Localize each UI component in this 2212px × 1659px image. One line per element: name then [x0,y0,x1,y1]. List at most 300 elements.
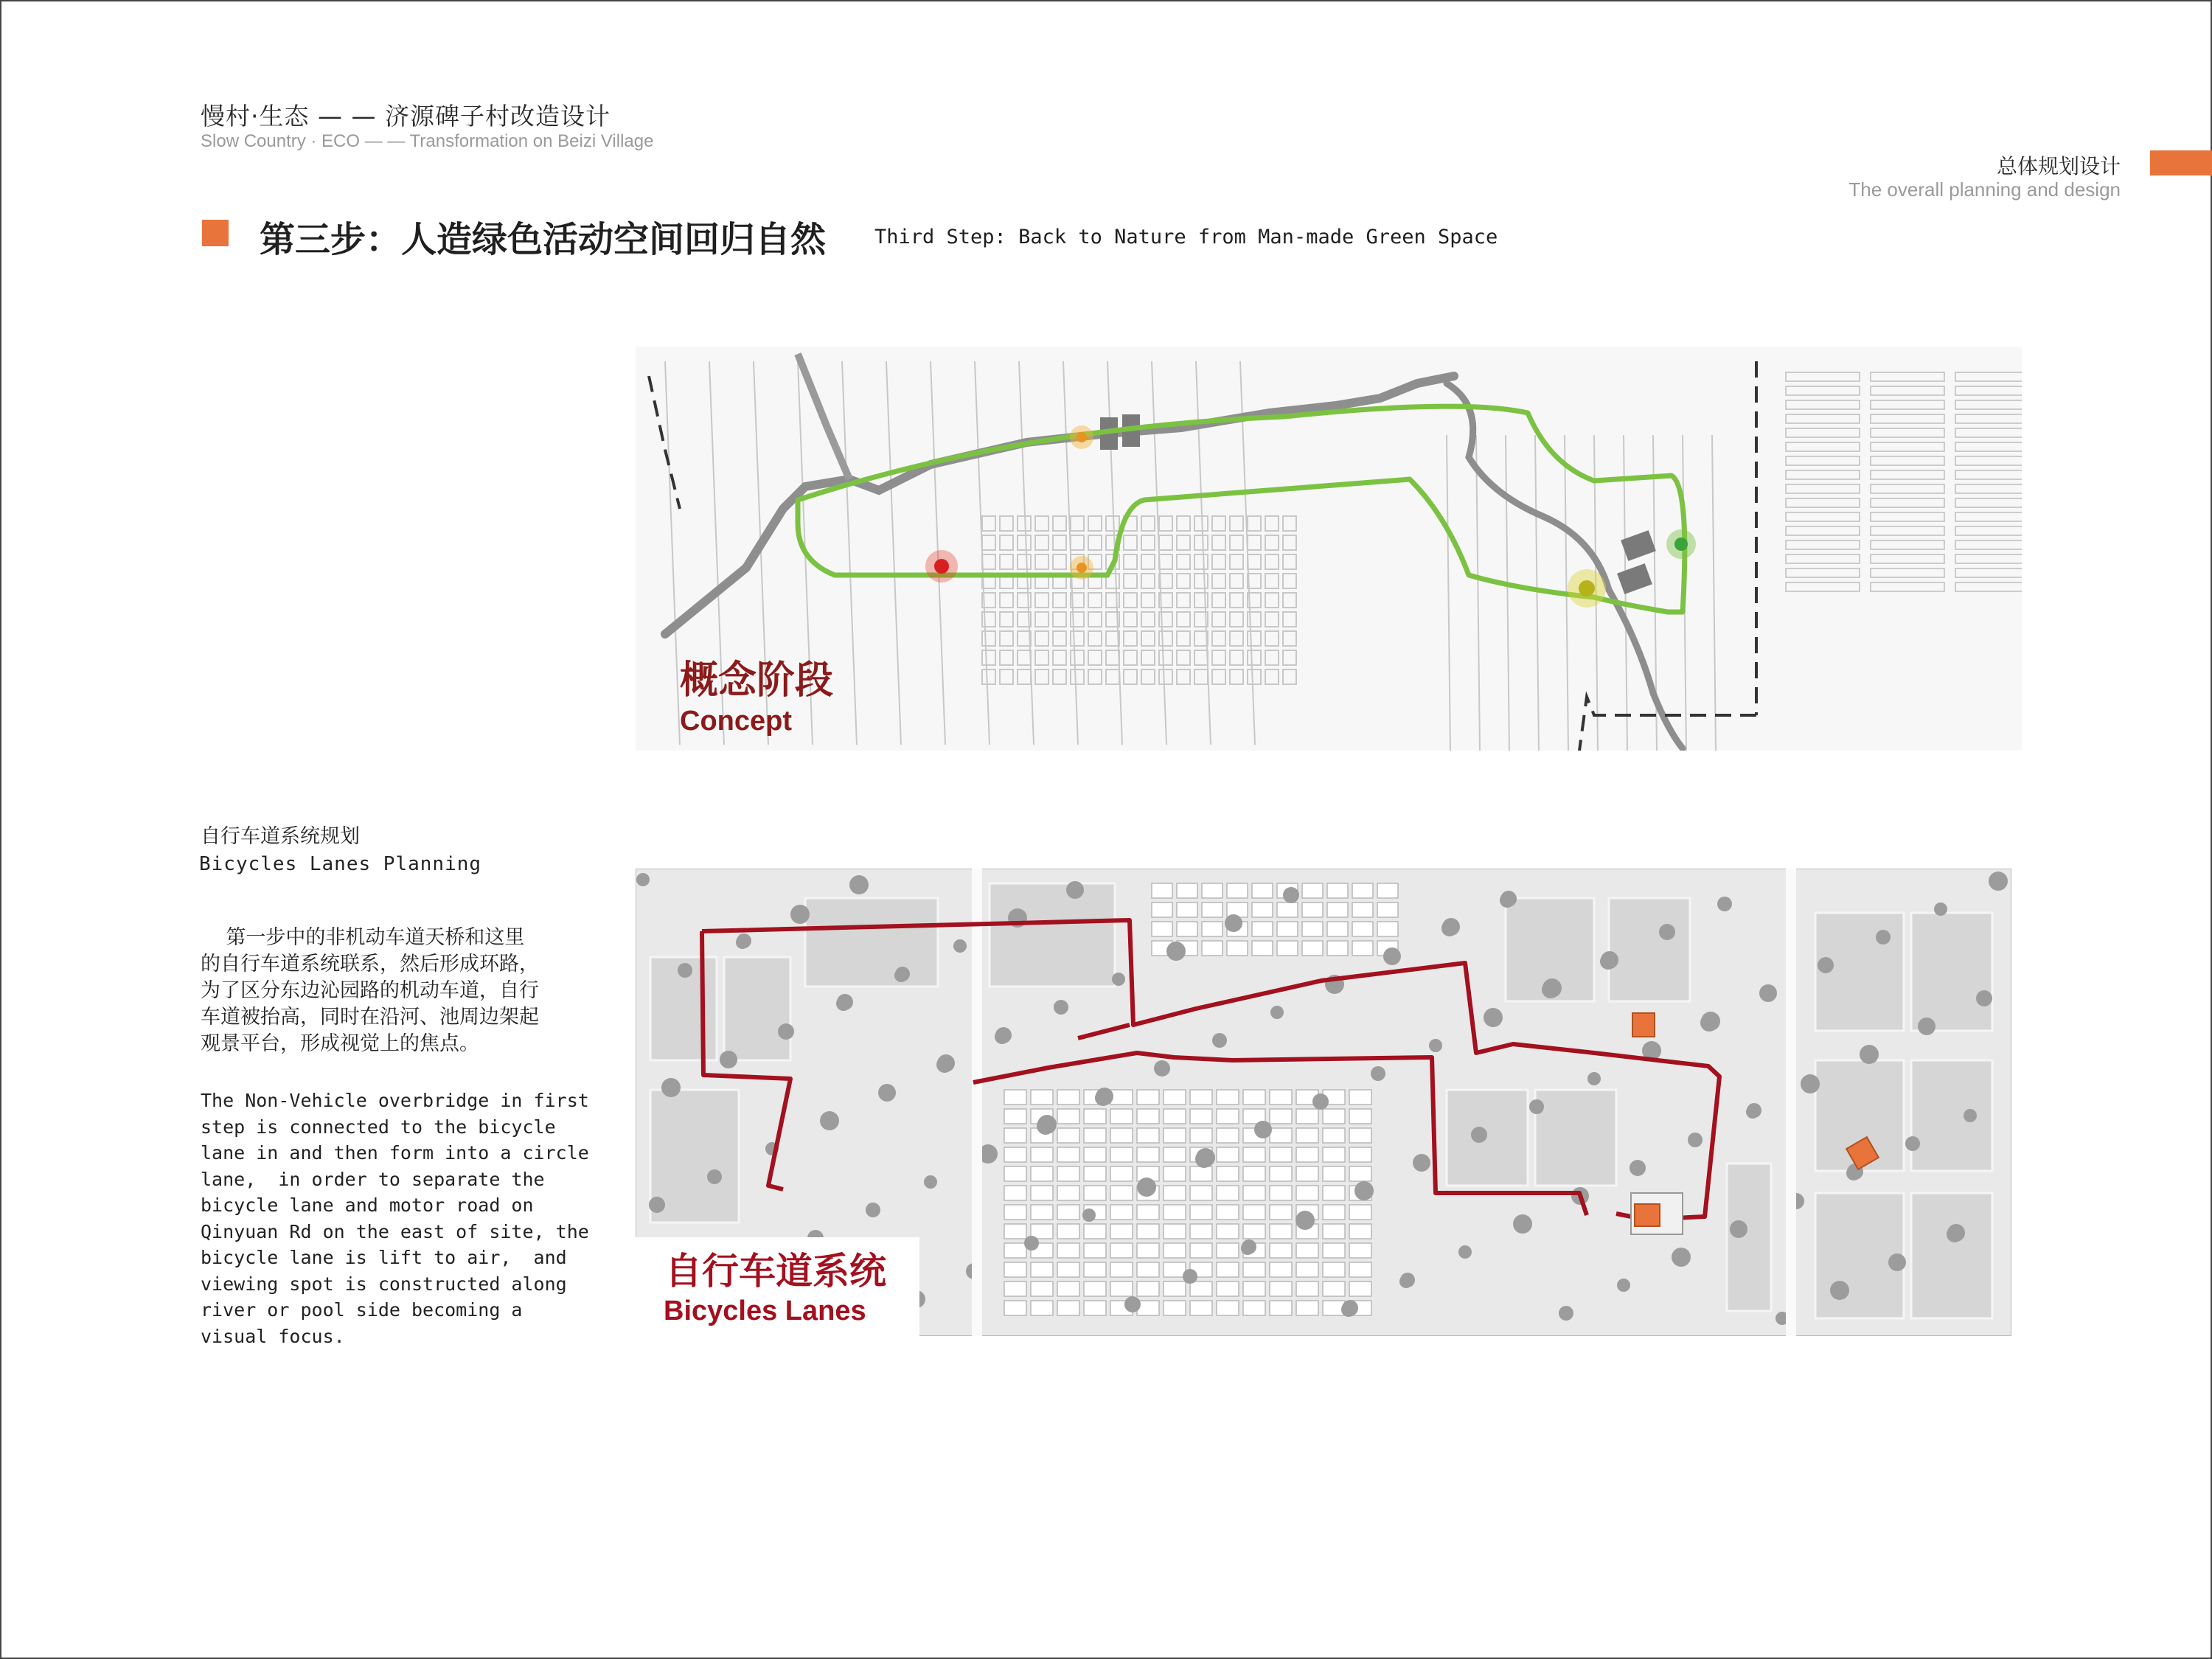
bike-house [1217,1186,1239,1200]
step-marker-square [202,220,229,246]
bike-house [1217,1205,1239,1220]
bike-house [1270,1109,1292,1124]
bike-house-north [1252,883,1273,898]
bike-house [1137,1147,1159,1162]
bike-house [1323,1262,1345,1277]
bike-house [1296,1301,1318,1315]
bike-house [1270,1205,1292,1220]
bike-tree [924,1175,937,1189]
bike-house [1190,1243,1212,1258]
bike-tree [1513,1214,1532,1234]
bike-house [1164,1109,1186,1124]
bike-tree [1254,1121,1272,1138]
bike-house [1057,1128,1079,1143]
bike-house [1190,1301,1212,1315]
bicycle-map-drawing [636,869,2011,1336]
bike-house [1190,1281,1212,1296]
bike-house [1084,1262,1106,1277]
concept-map-drawing [636,347,2022,751]
bike-tree [1471,1127,1487,1143]
bike-house [1296,1166,1318,1181]
bike-house [1004,1166,1026,1181]
bike-tree [1529,1099,1544,1114]
step-title-en: Third Step: Back to Nature from Man-made Green Space [874,226,1498,248]
bike-house [1057,1224,1079,1239]
bike-house [1349,1109,1371,1124]
bike-tree [1270,1006,1284,1019]
bike-house [1270,1147,1292,1162]
bike-tree [1112,973,1125,986]
bike-tree [1542,981,1559,998]
bike-tree [678,963,692,978]
bike-house [1217,1147,1239,1162]
bike-house [1190,1224,1212,1239]
bike-house [1137,1090,1159,1105]
bike-house-north [1277,941,1298,956]
bike-house [1004,1186,1026,1200]
bike-house [1296,1243,1318,1258]
bike-house [1217,1281,1239,1296]
bicycle-paragraph-en: The Non-Vehicle overbridge in first step is connected to the bicycle lane in and then form into a circle lane, in order to separate the bicycle lane and motor road on Qinyuan Rd on the east of site, the bicycle lane is lift to air, and viewing spot is constructed along river or pool side becoming a visual focus. [201,1090,589,1347]
bike-house-north [1152,902,1172,917]
bike-house [1190,1109,1212,1124]
bike-house-north [1177,902,1197,917]
bike-field [1447,1090,1528,1186]
bike-house-north [1202,941,1222,956]
bike-tree [1888,1253,1906,1271]
concept-node-yellow [1579,580,1595,597]
bike-road-west [972,869,982,1336]
bike-tree [1964,1109,1977,1122]
bike-house [1323,1166,1345,1181]
bike-house [1164,1186,1186,1200]
bike-tree [1312,1093,1329,1110]
bike-house [1004,1147,1026,1162]
bike-house [1110,1243,1133,1258]
bike-viewing-platform-b [1632,1013,1655,1037]
bike-house [1217,1224,1239,1239]
bike-house [1243,1262,1265,1277]
bike-house [1243,1186,1265,1200]
bike-tree [1617,1279,1630,1292]
bike-house [1349,1147,1371,1162]
bike-house [1004,1301,1026,1315]
bike-tree [1688,1133,1703,1147]
bike-tree [1241,1242,1254,1255]
bike-house [1270,1166,1292,1181]
bike-house [1296,1147,1318,1162]
bike-house-north [1352,941,1373,956]
bike-house [1349,1090,1371,1105]
bike-house [1164,1147,1186,1162]
bike-house [1217,1109,1239,1124]
bike-tree [1746,1105,1759,1119]
bike-house [1164,1243,1186,1258]
bike-house [1243,1205,1265,1220]
bike-house [1243,1166,1265,1181]
bike-house [1110,1186,1133,1200]
bike-tree [1383,947,1401,965]
bike-house [1057,1186,1079,1200]
bike-house [1137,1262,1159,1277]
concept-node-green [1674,538,1688,551]
bike-tree [1441,920,1458,936]
bike-house [1243,1147,1265,1162]
bike-house-north [1252,941,1273,956]
bike-house-north [1152,922,1172,936]
bike-tree [1700,1014,1718,1032]
bike-house [1164,1128,1186,1143]
bike-house [1031,1262,1053,1277]
bike-label-en: Bicycles Lanes [664,1295,866,1326]
bike-house-north [1277,922,1298,936]
bike-tree [1905,1136,1920,1151]
bike-field [1609,898,1690,1001]
bike-tree [1830,1281,1849,1300]
bike-house-north [1352,883,1373,898]
bike-house [1110,1166,1133,1181]
bike-tree [1283,887,1299,903]
bike-tree [1124,1296,1141,1312]
bike-tree [894,969,908,982]
bike-house [1349,1128,1371,1143]
bike-house [1031,1301,1053,1315]
bike-tree [866,1203,880,1217]
bicycle-section-title-cn: 自行车道系统规划 [201,825,360,848]
bike-house [1004,1128,1026,1143]
bike-tree [1183,1269,1197,1284]
bike-house [1004,1109,1026,1124]
bike-house [1004,1262,1026,1277]
bike-tree [836,996,851,1011]
bike-field [724,957,790,1060]
bike-house [1110,1281,1133,1296]
bicycle-lanes-map [636,869,2011,1336]
bike-house [1323,1243,1345,1258]
bike-tree [778,1023,794,1040]
bike-house-north [1377,902,1398,917]
bike-house [1296,1109,1318,1124]
bike-house [1057,1301,1079,1315]
bike-house [1057,1147,1079,1162]
bike-tree [953,939,967,953]
bike-house-north [1327,883,1348,898]
bike-tree [1818,957,1834,973]
bike-house [1270,1224,1292,1239]
bike-house [1137,1128,1159,1143]
bike-house [1164,1224,1186,1239]
bike-tree [1860,1045,1879,1064]
bike-house [1031,1090,1053,1105]
bike-house [1031,1281,1053,1296]
bike-tree [1801,1074,1820,1093]
bike-house [1323,1281,1345,1296]
bike-house [1031,1147,1053,1162]
bike-tree [720,1051,737,1068]
bike-tree [1976,990,1992,1006]
bike-house [1084,1281,1106,1296]
bike-tree [1295,1211,1315,1230]
bike-house [1243,1301,1265,1315]
bike-house [1323,1224,1345,1239]
bike-house [1217,1166,1239,1181]
bike-house [1217,1128,1239,1143]
bike-house [1137,1109,1159,1124]
bike-house [1270,1262,1292,1277]
bike-house [1296,1281,1318,1296]
bike-tree [1371,1066,1385,1081]
bike-house [1084,1166,1106,1181]
bike-house-north [1327,922,1348,936]
bike-tree [1399,1275,1413,1288]
bike-tree [878,1084,896,1102]
concept-node-orange-b [1077,563,1087,573]
header-title-en: Slow Country · ECO — — Transformation on Beizi Village [201,131,654,151]
bike-tree [1918,1018,1935,1035]
bike-field [1727,1164,1771,1311]
bike-house-north [1352,902,1373,917]
bike-house [1349,1224,1371,1239]
bike-tree [1082,1208,1096,1222]
bike-house [1004,1281,1026,1296]
bike-house [1084,1147,1106,1162]
bike-tree [649,1197,665,1213]
bike-house-north [1227,902,1248,917]
bike-tree [1137,1178,1156,1197]
bike-house [1084,1243,1106,1258]
bike-tree [1341,1302,1356,1317]
bike-house [1164,1166,1186,1181]
bike-house [1164,1205,1186,1220]
bike-house [1057,1090,1079,1105]
bike-house [1084,1224,1106,1239]
bike-house-north [1152,883,1172,898]
bike-house [1110,1128,1133,1143]
bike-house [1110,1262,1133,1277]
bike-house [1349,1243,1371,1258]
bike-house [1190,1186,1212,1200]
bike-tree [1500,893,1514,908]
bike-tree [1759,984,1777,1002]
bike-house [1057,1243,1079,1258]
bike-house [1137,1224,1159,1239]
bike-house-north [1352,922,1373,936]
bike-field [1815,1193,1904,1318]
bike-house [1084,1128,1106,1143]
bike-house [1323,1205,1345,1220]
bike-tree [1225,914,1242,932]
bike-house [1057,1205,1079,1220]
bike-house [1110,1109,1133,1124]
bike-tree [820,1111,839,1130]
bike-tree [1659,924,1675,940]
bike-field [1911,913,1992,1031]
bike-house [1217,1243,1239,1258]
bike-house-north [1302,941,1323,956]
bicycle-section-title-en: Bicycles Lanes Planning [199,853,482,875]
bike-tree [1559,1306,1573,1321]
bike-house [1084,1109,1106,1124]
bike-house-north [1377,922,1398,936]
concept-label-cn: 概念阶段 [680,658,834,703]
bike-house [1190,1090,1212,1105]
bike-house [1270,1128,1292,1143]
step-title-cn: 第三步：人造绿色活动空间回归自然 [260,219,827,260]
bike-house [1164,1090,1186,1105]
bike-tree [636,873,650,886]
bike-house [1323,1147,1345,1162]
bike-house-north [1302,883,1323,898]
bike-tree [1166,942,1186,961]
bike-house [1270,1090,1292,1105]
bike-tree [1066,881,1084,899]
bike-house-north [1177,883,1197,898]
bike-house [1084,1301,1106,1315]
bike-field [1535,1090,1616,1186]
bike-viewing-platform-a [1635,1204,1660,1226]
bike-house [1323,1186,1345,1200]
bike-tree [936,1057,953,1073]
bike-tree [707,1169,722,1184]
bike-house [1270,1243,1292,1258]
bike-house-north [1202,883,1222,898]
bike-tree [1934,902,1947,916]
bike-house [1004,1090,1026,1105]
bike-house [1270,1186,1292,1200]
concept-node-orange-a [1077,432,1087,442]
bike-house [1296,1186,1318,1200]
bike-house [1110,1205,1133,1220]
bike-house-north [1202,922,1222,936]
bike-house [1137,1281,1159,1296]
bike-house [1137,1243,1159,1258]
bike-house-north [1277,902,1298,917]
bike-house [1323,1128,1345,1143]
bike-house-north [1227,941,1248,956]
bike-tree [1587,1072,1601,1085]
bike-house [1031,1186,1053,1200]
bike-house [1031,1166,1053,1181]
bike-house [1349,1205,1371,1220]
bike-tree [736,936,749,949]
bike-house [1164,1262,1186,1277]
bike-house [1190,1128,1212,1143]
bike-tree [1054,1000,1068,1015]
bike-tree [1095,1090,1111,1106]
bike-house [1057,1262,1079,1277]
bike-house [1031,1205,1053,1220]
bike-house [1190,1166,1212,1181]
bike-house-north [1202,902,1222,917]
bike-house-north [1302,902,1323,917]
bike-tree [995,1029,1009,1044]
bike-tree [1672,1248,1691,1267]
bike-house-north [1177,922,1197,936]
bike-tree [1212,1033,1227,1048]
bike-house [1217,1090,1239,1105]
bike-tree [1429,1039,1442,1052]
bike-tree [1989,872,2008,891]
bike-house [1190,1205,1212,1220]
bike-house-north [1227,883,1248,898]
bike-label-cn: 自行车道系统 [665,1250,886,1293]
bike-tree [1024,1236,1039,1251]
bike-house [1110,1147,1133,1162]
concept-node-red [934,559,949,574]
bike-house [1004,1205,1026,1220]
bike-tree [1458,1245,1472,1259]
concept-label-en: Concept [680,706,792,737]
bike-house [1349,1262,1371,1277]
bike-tree [1717,897,1732,911]
bike-road-east [1786,869,1796,1336]
bike-house [1004,1224,1026,1239]
bike-house [1349,1166,1371,1181]
bike-house [1270,1281,1292,1296]
bike-tree [661,1078,681,1097]
bike-tree [1195,1150,1213,1168]
bike-house-north [1252,922,1273,936]
bike-tree [1947,1226,1963,1242]
bike-house-north [1327,902,1348,917]
bike-house-north [1327,941,1348,956]
header-title-cn: 慢村·生态 — — 济源碑子村改造设计 [201,102,611,131]
bike-house [1110,1090,1133,1105]
concept-map [636,347,2022,751]
bike-house-north [1377,883,1398,898]
bike-house [1004,1243,1026,1258]
bike-house [1243,1224,1265,1239]
bike-house-north [1252,902,1273,917]
bike-house [1057,1109,1079,1124]
bike-tree [1630,1160,1646,1176]
bike-tree [1876,930,1891,945]
bike-tree [1154,1060,1170,1077]
bike-tree [1037,1117,1054,1135]
bike-house [1296,1262,1318,1277]
bike-field [805,898,938,987]
bike-tree [1484,1008,1503,1027]
bike-field [1911,1060,1992,1171]
section-title-cn: 总体规划设计 [1996,154,2121,178]
bike-house [1057,1281,1079,1296]
bike-house [1243,1281,1265,1296]
bike-field [990,883,1115,987]
bike-house-north [1302,922,1323,936]
bike-tree [1730,1220,1747,1238]
bike-house [1137,1205,1159,1220]
bicycle-paragraph-cn: 第一步中的非机动车道天桥和这里 的自行车道系统联系，然后形成环路， 为了区分东边沁园路的机动车道，自行 车道被抬高，同时在沿河、池周边架起 观景平台，形成视觉上的焦点。 [201,926,539,1055]
bike-house [1296,1128,1318,1143]
bike-house [1084,1186,1106,1200]
bike-house [1217,1262,1239,1277]
section-title-en: The overall planning and design [1848,178,2121,201]
section-accent-bar [2150,150,2212,175]
bike-house [1323,1109,1345,1124]
bike-house [1270,1301,1292,1315]
bike-tree [790,905,810,924]
bike-tree [1600,953,1616,970]
bike-tree [1354,1181,1374,1200]
bike-field [1911,1193,1992,1318]
bike-tree [1413,1154,1430,1172]
bike-house [1217,1301,1239,1315]
bike-tree [849,875,869,894]
bike-house [1164,1301,1186,1315]
bike-house [1057,1166,1079,1181]
bike-house [1349,1281,1371,1296]
bike-house [1110,1224,1133,1239]
